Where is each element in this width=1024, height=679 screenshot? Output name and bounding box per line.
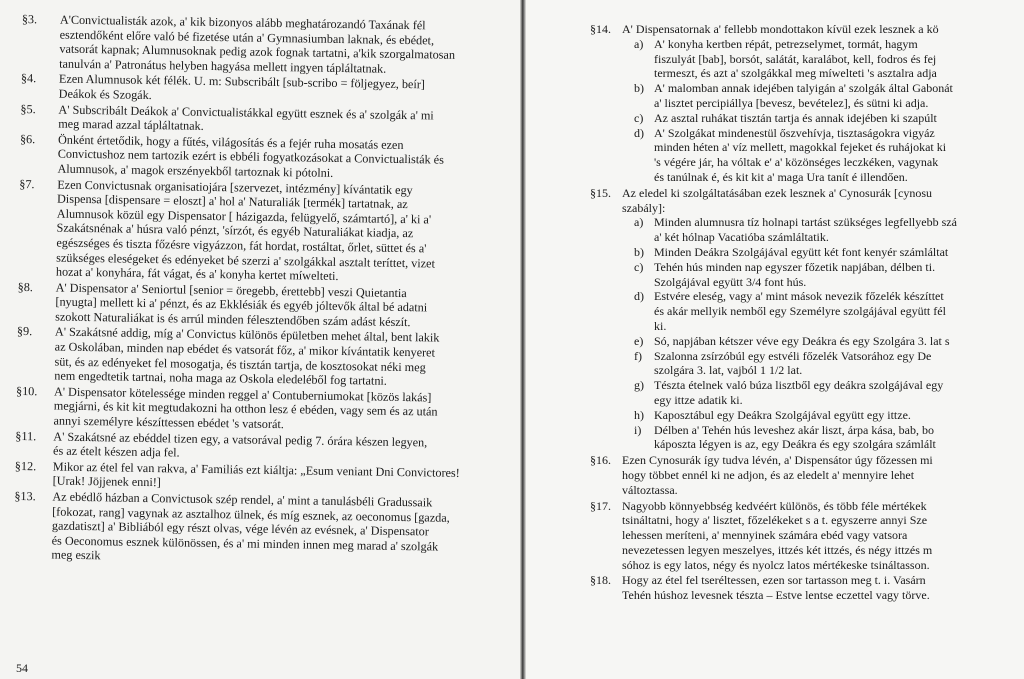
paragraph-number: §16.: [590, 453, 611, 468]
paragraph-number: §10.: [15, 383, 38, 399]
sub-item-text: Szalonna zsírzóbúl egy estvéli főzelék Vatsorához egy De szolgára 3. lat, vajból 1 1/2 lat.: [654, 348, 932, 378]
page-number: 54: [16, 661, 28, 675]
sub-item: [622, 260, 1024, 290]
paragraph-text: A' Szakátsné addig, míg a' Convictus különös épületben mehet által, bent lakik az Oskolában, minden nap ebédet és vatsorát főz, a' mikor kívántatik kenyeret süt, és az edényeket fel mosogatja, és tisztán tartja, de kosztosokat néki meg nem engedtetik tartnai, noha maga az Oskola eledeléből fog tartatni.: [54, 325, 440, 389]
paragraph-number: §4.: [20, 71, 37, 86]
paragraph-text: Az eledel ki szolgáltatásában ezek lesznek a' Cynosurák [cynosu szabály]:: [622, 185, 933, 215]
paragraph-number: §3.: [21, 12, 38, 27]
sub-item: [622, 37, 1024, 81]
sub-item-letter: c): [634, 259, 644, 274]
paragraph: [590, 22, 1024, 185]
paragraph-number: §17.: [590, 498, 611, 513]
sub-item-letter: b): [634, 244, 644, 259]
sub-item-text: A' konyha kertben répát, petrezselymet, tormát, hagym fiszulyát [bab], borsót, salátát, karalábot, kell, fodros és fej termeszt, és azt a' szolgákkal meg míwelteti 's asztalra adja: [654, 36, 937, 81]
sub-item-letter: d): [634, 125, 644, 140]
sub-item: [622, 111, 1024, 126]
paragraph-number: §18.: [590, 573, 611, 588]
paragraph-text: Ezen Alumnusok két félék. U. m: Subscribált [sub-scribo = följegyez, beír] Deákok és Szogák.: [58, 71, 426, 103]
sub-item-list: [622, 37, 1024, 185]
sub-item-text: Minden Deákra Szolgájával együtt két font kenyér számláltat: [654, 244, 949, 259]
sub-item-letter: a): [634, 36, 644, 51]
paragraph: [21, 12, 482, 78]
sub-item-letter: e): [634, 333, 644, 348]
sub-item-letter: h): [634, 407, 644, 422]
paragraph-text: Hogy az étel fel tseréltessen, ezen sor tartasson meg t. i. Vasárn Tehén húshoz levesnek tészta – Estve lentse eczettel vagy törve.: [622, 573, 930, 603]
paragraph-number: §12.: [14, 458, 37, 474]
sub-item: [622, 215, 1024, 245]
paragraph-number: §8.: [17, 279, 34, 294]
sub-item-text: Délben a' Tehén hús leveshez akár liszt, árpa kása, bab, bo káposzta légyen is az, egy Deákra és egy szolgára számlált: [654, 422, 936, 452]
paragraph-number: §11.: [15, 428, 37, 443]
sub-item-text: Estvére eleség, vagy a' mint mások nevezik főzelék készíttet és akár mellyik nemből egy Személyre szolgájával együtt fél ki.: [654, 289, 946, 333]
paragraph: [15, 384, 476, 435]
paragraph: [590, 573, 1024, 603]
right-page-text: [590, 22, 1024, 604]
paragraph: [13, 489, 474, 569]
sub-item-letter: i): [634, 422, 642, 437]
paragraph-text: Ezen Cynosurák így tudva lévén, a' Dispensátor úgy főzessen mi hogy többet ennél ki ne adjon, és az eledelt a' mennyire lehet változtassa.: [622, 453, 933, 497]
paragraph: [18, 177, 480, 286]
sub-item-letter: d): [634, 289, 644, 304]
sub-item-text: Tészta ételnek való búza lisztből egy deákra szolgájával egy egy ittze adatik ki.: [654, 378, 944, 407]
paragraph: [19, 132, 480, 183]
sub-item-letter: f): [634, 348, 642, 363]
paragraph-number: §5.: [20, 101, 36, 116]
sub-item: [622, 334, 1024, 349]
paragraph-text: Mikor az étel fel van rakva, a' Familiás ezt kiáltja: „Esum veniant Dni Convictores! [Urak! Jöjjenek enni!]: [52, 459, 460, 490]
paragraph-number: §6.: [19, 131, 36, 146]
sub-item-list: [622, 215, 1024, 452]
paragraph-number: §9.: [16, 324, 33, 339]
sub-item-text: Kaposztábul egy Deákra Szolgájával együtt egy ittze.: [654, 407, 911, 422]
sub-item: [622, 408, 1024, 423]
paragraph-text: A' Subscribált Deákok a' Convictualistákkal együtt esznek és a' szolgák a' mi meg marad azzal tápláltatnak.: [58, 102, 434, 134]
paragraph-text: Önként értetődik, hogy a fűtés, világosítás és a fejér ruha mosatás ezen Convictushoz nem tartozik ezért is ebbéli fogyatkozásokat a Convictualisták és Alumnusok, a' magok erszényekből tartoznak ki pótolni.: [57, 132, 445, 180]
paragraph-text: A' Dispensator a' Seniortul [senior = öregebb, érettebb] veszi Quietantia [nyugta] mellett ki a' pénzt, és az Ekklésiák és egyéb jóltevők által bé adatni szokott Naturaliákat is és arrúl minden félesztendőben szám adást készít.: [55, 280, 428, 330]
paragraph-text: A' Dispensatornak a' fellebb mondottakon kívül ezek lesznek a kö: [622, 22, 939, 36]
sub-item-text: Tehén hús minden nap egyszer főzetik napjában, délben ti. Szolgájával együtt 3/4 font hús.: [654, 259, 936, 289]
sub-item: [622, 81, 1024, 111]
paragraph-text: A' Szakátsné az ebéddel tizen egy, a vatsorával pedig 7. órára készen legyen, és az ételt készen adja fel.: [53, 429, 428, 460]
sub-item-text: Só, napjában kétszer véve egy Deákra és egy Szolgára 3. lat s: [654, 333, 950, 348]
sub-item-letter: a): [634, 215, 644, 230]
sub-item: [622, 349, 1024, 379]
paragraph-number: §13.: [14, 488, 36, 504]
right-page: [526, 0, 1024, 679]
paragraph: [16, 324, 477, 390]
paragraph-text: Ezen Convictusnak organisatiojára [szervezet, intézmény] kívántatik egy Dispensa [dispensare = eloszt] a' hol a' Naturaliák [termék] tartatnak, az Alumnusok közül egy Dispensator [ házigazda, felügyelő, számtartó], a' ki a' Szakátsnénak a' húsra való pénzt, 'sírzót, és egyéb Naturaliákat kiadja, az egészséges és tiszta főzésre vigyázzon, fát hordat, rostáltat, őrlet, süttet és a' szükséges eleségeket és edényeket bé szerzi a' szolgákkal asztalt teríttet, vizet hozat a' konyhára, fát vágat, és a' konyha kertet míwelteti.: [55, 177, 436, 284]
paragraph: [590, 186, 1024, 452]
sub-item: [622, 423, 1024, 453]
paragraph-text: A' Dispensator kötelessége minden reggel a' Contuberniumokat [közös lakás] megjárni, és kit kit megtudakozni ha otthon lesz é ebéden, vagy sem és az után annyi személyre készíttessen ebédet 's vatsorát.: [53, 384, 438, 432]
sub-item: [622, 378, 1024, 408]
paragraph-text: A'Convictualisták azok, a' kik bizonyos alább meghatározandó Taxának fél esztendőként előre való bé fizetése után a' Gymnasiumban laknak, és ebédet, vatsorát kapnak; Alumnusoknak pedig azok fognak tartatni, a'kik szorgalmatosan tanulván a' Patronátus helyben hagyása mellett ingyen tápláltatnak.: [59, 12, 456, 76]
paragraph-number: §14.: [590, 22, 611, 36]
sub-item-letter: c): [634, 110, 644, 125]
paragraph: [17, 280, 478, 331]
sub-item-text: Minden alumnusra tíz holnapi tartást szükséges legfellyebb szá a' két hólnap Vacatióba számláltatik.: [654, 215, 957, 245]
paragraph-number: §7.: [19, 176, 35, 191]
left-page-text: [13, 12, 482, 570]
sub-item-text: A' Szolgákat mindenestül őszvehívja, tisztaságokra vigyáz minden héten a' víz mellett, magokkal fejeket és ruhájokat ki 's végére jár, ha vóltak e' a' közönséges leczkéken, vagynak és tanúlnak é, és kit kit a' maga Ura tanít é illendően.: [654, 125, 947, 184]
sub-item-text: Az asztal ruhákat tisztán tartja és annak idejében ki szapúlt: [654, 110, 937, 125]
sub-item: [622, 245, 1024, 260]
paragraph: [590, 453, 1024, 497]
sub-item-text: A' malomban annak idejében talyigán a' szolgák által Gabonát a' lisztet percipiállya [bevesz, bevételez], és sütni ki adja.: [654, 81, 953, 110]
paragraph-text: Nagyobb könnyebbség kedvéért különös, és több féle mértékek tsináltatni, hogy a' lisztet, főzelékeket s a t. egyszerre annyi Sze lehessen meríteni, a' mennyinek számára ebéd vagy vatsora nevezetessen legyen meszelyes, ittzés két ittzés, és négy ittzés m sóhoz is egy latos, négy és nyolcz latos mértékeske tsináltasson.: [622, 498, 933, 572]
paragraph-number: §15.: [590, 185, 611, 200]
paragraph: [590, 499, 1024, 573]
sub-item-letter: g): [634, 378, 644, 393]
sub-item-letter: b): [634, 81, 644, 96]
paragraph-text: Az ebédlő házban a Convictusok szép rendel, a' mint a tanulásbéli Gradussaik [fokozat, rang] vagynak az asztalhoz ülnek, és míg esznek, az oeconomus [gazda, gazdatiszt] a' Bibliából egy részt olvas, vége lévén az evésnek, a' Dispensator és Oeconomus esznek különössen, és a' mi minden innen meg marad a' szolgák meg eszik: [51, 489, 450, 563]
sub-item: [622, 289, 1024, 333]
sub-item: [622, 126, 1024, 185]
